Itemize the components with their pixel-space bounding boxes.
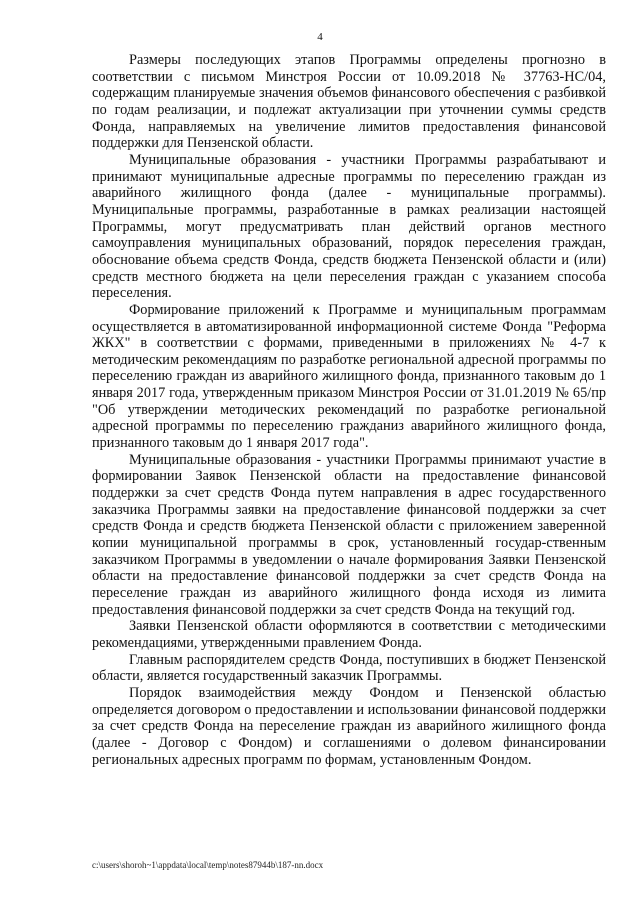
paragraph-appendix-formation: Формирование приложений к Программе и муниципальным программам осуществляется в автоматизированной информационной системе Фонда "Реформа ЖКХ" в соответствии с формами, приведенными в приложениях № 4-7 к методическим рекомендациям по разработке региональной адресной программы по переселению граждан из аварийного жилищного фонда, признанного таковым до 1 января 2017 года, утвержденным приказом Минстроя России от 31.01.2019 № 65/пр "Об утверждении методических рекомендаций по разработке региональной адресной программы по переселению гражданиз аварийного жилищного фонда, признанного таковым до 1 января 2017 года". (92, 301, 606, 452)
paragraph-program-stages: Размеры последующих этапов Программы определены прогнозно в соответствии с письмом Минстроя России от 10.09.2018 № 37763-НС/04, содержащим планируемые значения объемов финансового обеспечения с разбивкой по годам реализации, и подлежат актуализации при уточнении суммы средств Фонда, направляемых на увеличение лимитов предоставления финансовой поддержки для Пензенской области. (92, 52, 606, 152)
paragraph-application-format: Заявки Пензенской области оформляются в соответствии с методическими рекомендациями, утвержденными правлением Фонда. (92, 618, 606, 651)
document-body (92, 52, 606, 768)
paragraph-chief-administrator: Главным распорядителем средств Фонда, поступивших в бюджет Пензенской области, является государственный заказчик Программы. (92, 651, 606, 685)
paragraph-municipal-programs: Муниципальные образования - участники Программы разрабатывают и принимают муниципальные адресные программы по переселению граждан из аварийного жилищного фонда (далее - муниципальные программы). Муниципальные программы, разработанные в рамках реализации настоящей Программы, могут предусматривать план действий органов местного самоуправления муниципальных образований, порядок переселения граждан, обоснование объема средств Фонда, средств бюджета Пензенской области и (или) средств местного бюджета на цели переселения граждан с указанием способа переселения. (92, 151, 606, 302)
page-number: 4 (317, 31, 323, 43)
paragraph-interaction-procedure: Порядок взаимодействия между Фондом и Пензенской областью определяется договором о предоставлении и использовании финансовой поддержки за счет средств Фонда на переселение граждан из аварийного жилищного фонда (далее - Договор с Фондом) и соглашениями о долевом финансировании региональных адресных программ по формам, установленным Фондом. (92, 684, 606, 768)
paragraph-application-participation: Муниципальные образования - участники Программы принимают участие в формировании Заявок Пензенской области на предоставление финансовой поддержки за счет средств Фонда путем направления в адрес государственного заказчика Программы заявки на предоставление финансовой поддержки за счет средств Фонда и средств бюджета Пензенской области с приложением заверенной копии муниципальной программы в срок, установленный государ-ственным заказчиком Программы в уведомлении о начале формирования Заявки Пензенской области на предоставление финансовой поддержки за счет средств Фонда на переселение граждан из аварийного жилищного фонда исходя из лимита предоставления финансовой поддержки за счет средств Фонда на текущий год. (92, 451, 606, 618)
file-path-footer: c:\users\shoroh~1\appdata\local\temp\notes87944b\187-nn.docx (92, 860, 324, 870)
